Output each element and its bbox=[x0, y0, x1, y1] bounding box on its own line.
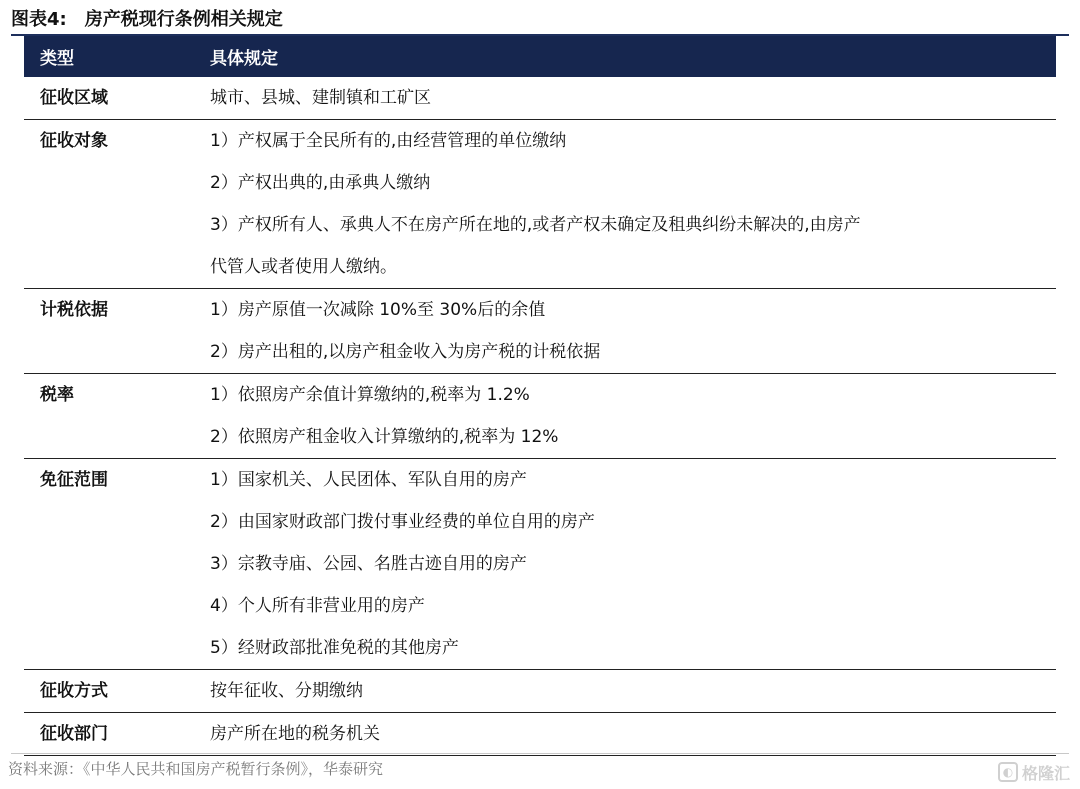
table-header bbox=[24, 36, 1056, 77]
row-type-label: 征收方式 bbox=[40, 681, 108, 701]
row-type-label: 征收区域 bbox=[40, 88, 108, 108]
watermark-text: 格隆汇 bbox=[1021, 763, 1070, 783]
table-row bbox=[24, 459, 1056, 670]
detail-line: 2）由国家财政部门拨付事业经费的单位自用的房产 bbox=[210, 512, 595, 532]
row-detail-cell bbox=[210, 670, 1056, 712]
watermark-logo-icon: ◐ bbox=[998, 762, 1018, 782]
figure-label: 图表4: bbox=[11, 9, 67, 30]
row-type-cell bbox=[24, 77, 210, 119]
row-type-label: 征收对象 bbox=[40, 131, 108, 151]
row-detail-cell bbox=[210, 459, 1056, 669]
detail-line: 2）依照房产租金收入计算缴纳的,税率为 12% bbox=[210, 427, 559, 447]
table-row bbox=[24, 120, 1056, 289]
row-type-cell bbox=[24, 374, 210, 458]
source-divider bbox=[11, 753, 1069, 754]
figure-title-text: 房产税现行条例相关规定 bbox=[84, 9, 283, 30]
figure-title bbox=[11, 6, 1069, 34]
detail-line: 2）房产出租的,以房产租金收入为房产税的计税依据 bbox=[210, 342, 601, 362]
detail-line: 1）依照房产余值计算缴纳的,税率为 1.2% bbox=[210, 385, 530, 405]
row-detail-cell bbox=[210, 120, 1056, 288]
row-detail-cell bbox=[210, 289, 1056, 373]
row-type-cell bbox=[24, 713, 210, 755]
detail-line: 5）经财政部批准免税的其他房产 bbox=[210, 638, 459, 658]
detail-line: 2）产权出典的,由承典人缴纳 bbox=[210, 173, 431, 193]
header-detail: 具体规定 bbox=[210, 49, 278, 69]
table-row bbox=[24, 374, 1056, 459]
row-type-cell bbox=[24, 120, 210, 288]
detail-line: 4）个人所有非营业用的房产 bbox=[210, 596, 425, 616]
row-type-cell bbox=[24, 670, 210, 712]
row-detail-cell bbox=[210, 374, 1056, 458]
header-type: 类型 bbox=[40, 49, 74, 69]
detail-line: 房产所在地的税务机关 bbox=[210, 724, 380, 744]
detail-line: 按年征收、分期缴纳 bbox=[210, 681, 363, 701]
detail-line: 1）房产原值一次减除 10%至 30%后的余值 bbox=[210, 300, 546, 320]
detail-line: 3）宗教寺庙、公园、名胜古迹自用的房产 bbox=[210, 554, 527, 574]
source-note: 资料来源：《中华人民共和国房产税暂行条例》，华泰研究 bbox=[8, 760, 384, 778]
detail-line: 1）产权属于全民所有的,由经营管理的单位缴纳 bbox=[210, 131, 567, 151]
detail-line: 3）产权所有人、承典人不在房产所在地的,或者产权未确定及租典纠纷未解决的,由房产 bbox=[210, 215, 861, 235]
row-type-label: 计税依据 bbox=[40, 300, 108, 320]
table-row bbox=[24, 77, 1056, 120]
row-detail-cell bbox=[210, 77, 1056, 119]
table-row bbox=[24, 289, 1056, 374]
row-type-label: 征收部门 bbox=[40, 724, 108, 744]
watermark bbox=[998, 760, 1070, 784]
row-type-cell bbox=[24, 289, 210, 373]
row-detail-cell bbox=[210, 713, 1056, 755]
row-type-label: 税率 bbox=[40, 385, 74, 405]
table-row bbox=[24, 670, 1056, 713]
table-row bbox=[24, 713, 1056, 756]
detail-line: 城市、县城、建制镇和工矿区 bbox=[210, 88, 431, 108]
row-type-cell bbox=[24, 459, 210, 669]
detail-line: 代管人或者使用人缴纳。 bbox=[210, 257, 397, 277]
table-body bbox=[24, 77, 1056, 756]
detail-line: 1）国家机关、人民团体、军队自用的房产 bbox=[210, 470, 527, 490]
row-type-label: 免征范围 bbox=[40, 470, 108, 490]
regulation-table bbox=[24, 36, 1056, 756]
